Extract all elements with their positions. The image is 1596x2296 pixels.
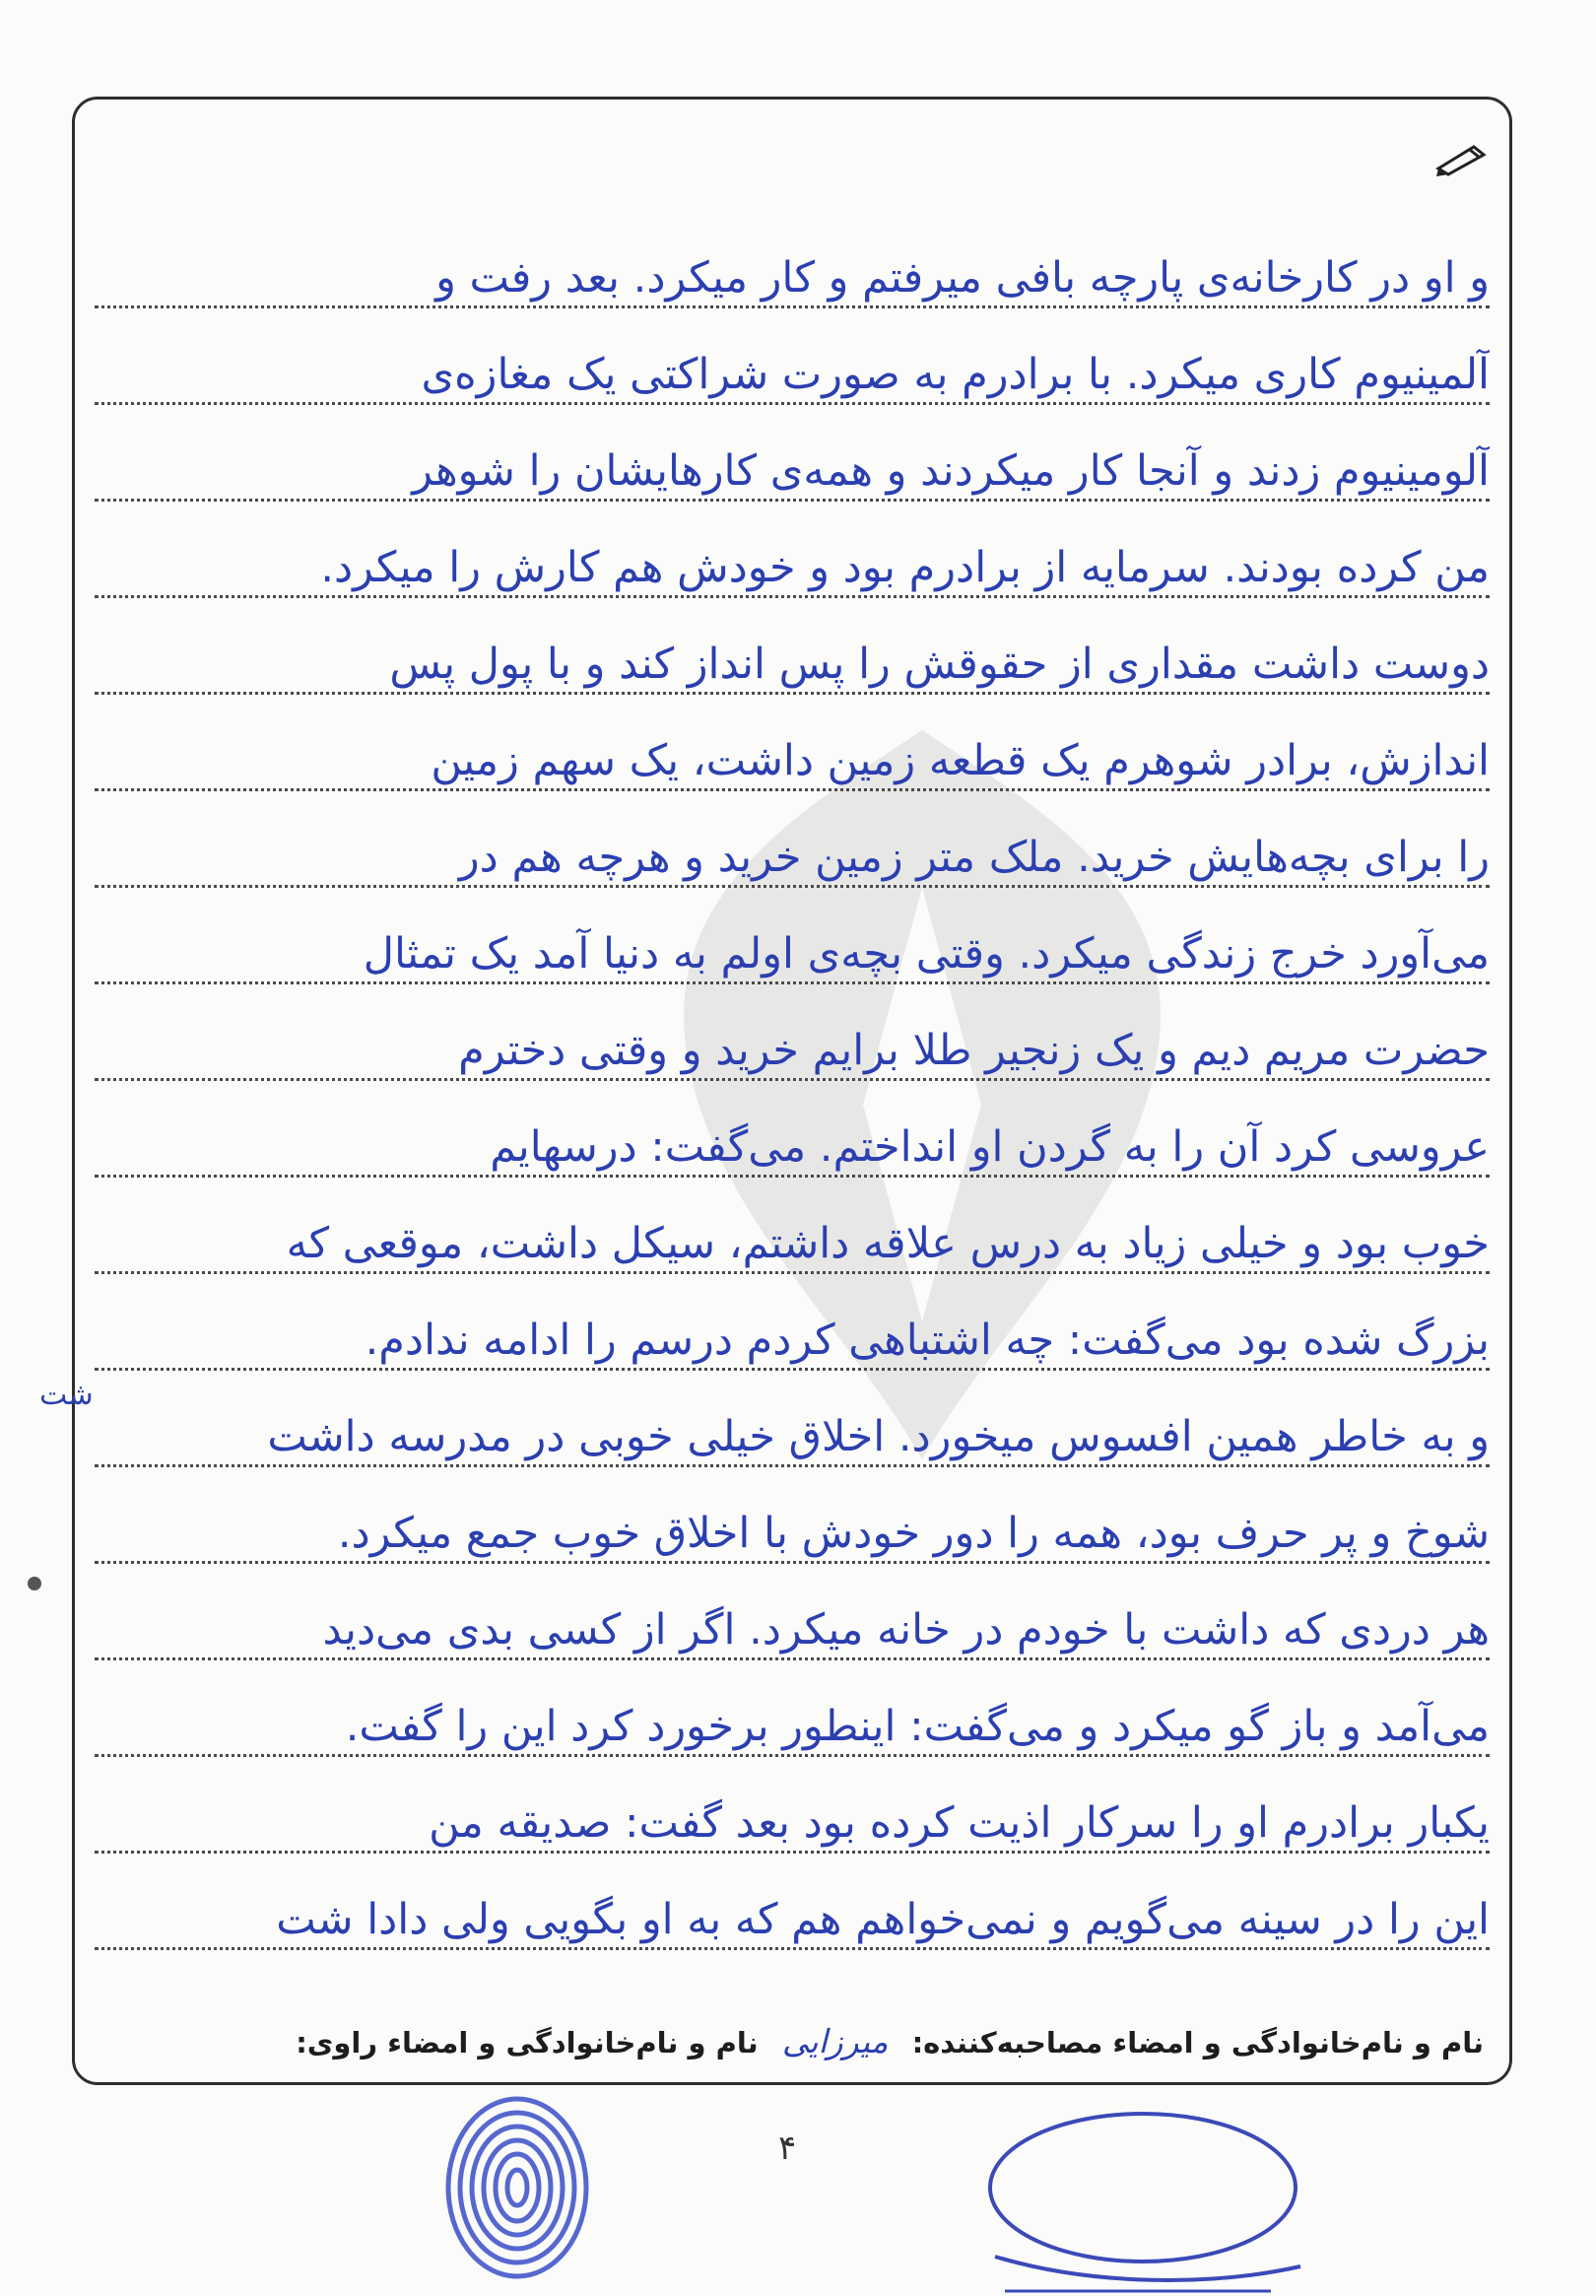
text-line: آلمینیوم کاری میکرد. با برادرم به صورت شراکتی یک مغازه‌ی xyxy=(95,326,1490,423)
text-line: من کرده بودند. سرمایه از برادرم بود و خودش هم کارش را میکرد. xyxy=(95,519,1490,616)
margin-note: شت xyxy=(39,1378,94,1412)
handwritten-text xyxy=(75,100,1509,2082)
text-line: عروسی کرد آن را به گردن او انداختم. می‌گفت: درسهایم xyxy=(95,1099,1490,1195)
signature-icon xyxy=(975,2099,1310,2296)
text-line: را برای بچه‌هایش خرید. ملک متر زمین خرید و هرچه هم در xyxy=(95,809,1490,906)
text-line: خوب بود و خیلی زیاد به درس علاقه داشتم، سیکل داشت، موقعی که xyxy=(95,1195,1490,1292)
text-line: یکبار برادرم او را سرکار اذیت کرده بود بعد گفت: صدیقه من xyxy=(95,1775,1490,1871)
interviewer-signature: میرزایی xyxy=(781,2022,889,2060)
text-line: حضرت مریم دیم و یک زنجیر طلا برایم خرید و وقتی دخترم xyxy=(95,1002,1490,1099)
text-line: و به خاطر همین افسوس میخورد. اخلاق خیلی خوبی در مدرسه داشت xyxy=(95,1388,1490,1485)
text-line: آلومینیوم زدند و آنجا کار میکردند و همه‌ی کارهایشان را شوهر xyxy=(95,423,1490,519)
page-number: ۴ xyxy=(778,2128,797,2168)
narrator-label: نام و نام‌خانوادگی و امضاء راوی: xyxy=(296,2026,759,2060)
text-line: شوخ و پر حرف بود، همه را دور خودش با اخلاق خوب جمع میکرد. xyxy=(95,1485,1490,1582)
signature-footer xyxy=(104,2022,1484,2060)
text-line: دوست داشت مقداری از حقوقش را پس انداز کند و با پول پس xyxy=(95,616,1490,712)
text-line: و او در کارخانه‌ی پارچه بافی میرفتم و کار میکرد. بعد رفت و xyxy=(95,230,1490,326)
text-line: هر دردی که داشت با خودم در خانه میکرد. اگر از کسی بدی می‌دید xyxy=(95,1582,1490,1678)
ink-dot xyxy=(28,1577,41,1590)
text-line: اندازش، برادر شوهرم یک قطعه زمین داشت، یک سهم زمین xyxy=(95,712,1490,809)
page-frame xyxy=(72,97,1512,2085)
text-line: می‌آورد خرج زندگی میکرد. وقتی بچه‌ی اولم به دنیا آمد یک تمثال xyxy=(95,906,1490,1002)
text-line: این را در سینه می‌گویم و نمی‌خواهم هم که به او بگویی ولی دادا شت xyxy=(95,1871,1490,1968)
text-line: می‌آمد و باز گو میکرد و می‌گفت: اینطور برخورد کرد این را گفت. xyxy=(95,1678,1490,1775)
text-line: بزرگ شده بود می‌گفت: چه اشتباهی کردم درسم را ادامه ندادم. xyxy=(95,1292,1490,1388)
interviewer-label: نام و نام‌خانوادگی و امضاء مصاحبه‌کننده: xyxy=(911,2026,1484,2060)
fingerprint-icon xyxy=(409,2089,606,2296)
